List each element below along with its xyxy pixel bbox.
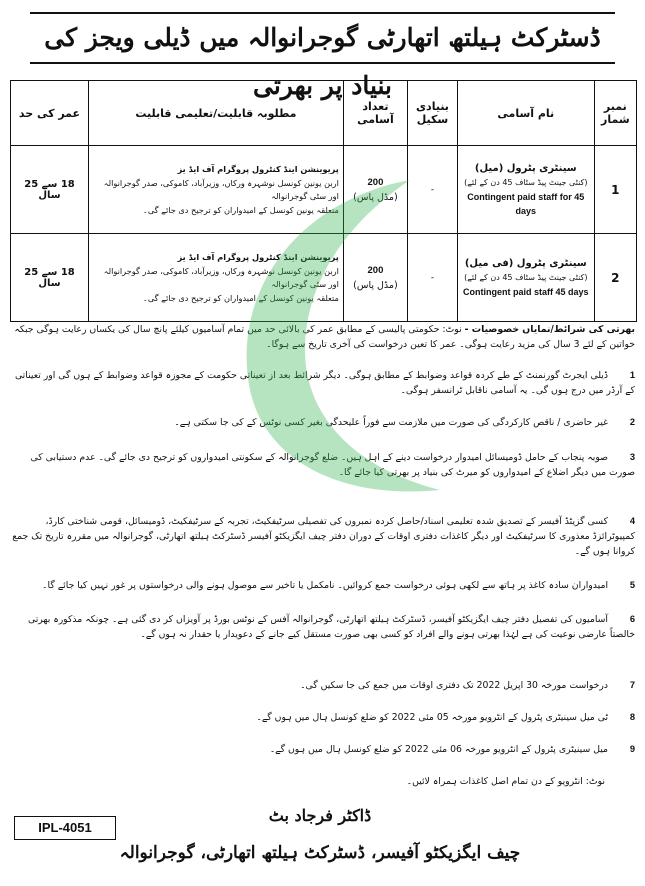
post-name-english: Contingent paid staff for 45 days: [467, 191, 585, 216]
post-name-english: Contingent paid staff 45 days: [463, 286, 589, 297]
final-note: [10, 774, 635, 789]
row-sr: 2: [594, 234, 636, 322]
table-header-row: [11, 81, 637, 146]
condition-item-2: [10, 415, 635, 430]
condition-item-1: [10, 368, 635, 398]
condition-item-3: [10, 450, 635, 480]
row-name: [457, 146, 594, 234]
conditions-heading: بھرتی کی شرائط/نمایاں خصوصیات -: [464, 324, 635, 335]
signatory-designation: چیف ایگزیکٹو آفیسر، ڈسٹرکٹ ہیلتھ اتھارٹی، گوجرانوالہ: [119, 843, 521, 863]
qualification-line-3: متعلقہ یونین کونسل کے امیدواران کو ترجیح دی جائے گی۔: [143, 292, 339, 303]
condition-text: کسی گزیٹڈ آفیسر کے تصدیق شدہ تعلیمی اسناد/حاصل کردہ نمبروں کی تفصیلی سرٹیفکیٹ، تجربہ کے سرٹیفکیٹ، ڈومیسائل، قومی شناختی کارڈ، کمپیوٹرائزڈ معذوری کا سرٹیفکیٹ اور دیگر کاغذات دفتری اوقات کے دوران دفتر چیف ایگزیکٹو آفیسر ڈسٹرکٹ ہیلتھ اتھارٹی، گوجرانوالہ میں مقررہ تاریخ تک جمع کروانا ہوں گے۔: [12, 516, 635, 557]
qualification-line-1: پریوینشن اینڈ کنٹرول پروگرام آف ایڈ یز: [177, 251, 339, 262]
header-sr: نمبر شمار: [594, 81, 636, 146]
conditions-intro: [10, 322, 635, 352]
condition-text: غیر حاضری / ناقص کارکردگی کی صورت میں ملازمت سے فوراً علیحدگی بغیر کسی نوٹس کے کی جا سکتی ہے۔: [174, 417, 609, 428]
condition-item-6: [10, 612, 635, 642]
header-qualification: مطلوبہ قابلیت/تعلیمی قابلیت: [88, 81, 343, 146]
condition-text: ڈیلی ایجرٹ گورنمنٹ کے طے کردہ قواعد وضوابط کے مطابق ہوگی۔ دیگر شرائط بعد از تعیناتی حکومت کے مجوزہ قواعد وضوابط کے ہوں گی اور تعیناتی کے آرڈر میں درج ہوں گی۔ یہ آسامی ناقابل ٹرانسفر ہوگی۔: [14, 370, 635, 396]
table-row: [11, 234, 637, 322]
condition-number: 3: [629, 452, 635, 462]
condition-number: 6: [629, 614, 635, 624]
condition-text: میل سینیٹری پٹرول کے انٹرویو مورخہ 06 مئی 2022 کو ضلع کونسل ہال میں ہوں گے۔: [269, 744, 609, 755]
qualification-line-1: پریوینشن اینڈ کنٹرول پروگرام آف ایڈ یز: [177, 163, 339, 174]
row-age: 18 سے 25 سال: [11, 234, 89, 322]
post-count-note: (مڈل پاس): [353, 191, 398, 203]
condition-number: 4: [629, 516, 635, 526]
ipl-reference: IPL-4051: [14, 816, 116, 840]
page-title: ڈسٹرکٹ ہیلتھ اتھارٹی گوجرانوالہ میں ڈیلی ویجز کی بنیاد پر بھرتی: [30, 12, 615, 64]
conditions-intro-text: نوٹ: حکومتی پالیسی کے مطابق عمر کی بالائی حد میں تمام آسامیوں کیلئے پانچ سال کی یکساں رعایت ہوگی جبکہ خواتین کے لئے 3 سال کی مزید رعایت ہوگی۔ عمر کا تعین درخواست کی آخری تاریخ سے ہوگا۔: [14, 324, 635, 350]
row-name: [457, 234, 594, 322]
condition-item-9: [10, 742, 635, 757]
post-count-note: (مڈل پاس): [353, 279, 398, 291]
row-sr: 1: [594, 146, 636, 234]
header-age: عمر کی حد: [11, 81, 89, 146]
row-scale: -: [408, 146, 458, 234]
condition-text: درخواست مورخہ 30 اپریل 2022 تک دفتری اوقات میں جمع کی جا سکیں گی۔: [300, 680, 609, 691]
row-count: [343, 146, 407, 234]
condition-item-8: [10, 710, 635, 725]
table-row: [11, 146, 637, 234]
header-name: نام آسامی: [457, 81, 594, 146]
post-count: 200: [367, 176, 384, 188]
final-note-text: نوٹ: انٹرویو کے دن تمام اصل کاغذات ہمراہ لائیں۔: [406, 776, 605, 787]
condition-text: آسامیوں کی تفصیل دفتر چیف ایگزیکٹو آفیسر، ڈسٹرکٹ ہیلتھ اتھارٹی، گوجرانوالہ آفس کے نوٹس بورڈ پر آویزاں کر دی گئی ہے۔ چونکہ مذکورہ بھرتی خالصتاً عارضی نوعیت کی ہے لہٰذا بھرتی ہونے والے افراد کو کسی بھی صورت مستقل کیے جانے کے دعویدار یا حقدار نہ ہوں گے۔: [27, 614, 635, 640]
qualification-line-2: اربن یونین کونسل نوشہرہ ورکاں، وزیرآباد، کاموکی، صدر گوجرانوالہ اور سٹی گوجرانوالہ: [103, 177, 339, 201]
condition-item-7: [10, 678, 635, 693]
post-name-urdu: سینٹری پٹرول (فی میل): [464, 257, 587, 269]
row-count: [343, 234, 407, 322]
condition-number: 1: [629, 370, 635, 380]
post-name-sub: (کنٹی جینٹ پیڈ سٹاف 45 دن کے لئے): [464, 177, 588, 187]
header-count: تعداد آسامی: [343, 81, 407, 146]
row-qualification: [88, 234, 343, 322]
condition-item-5: [10, 578, 635, 593]
condition-text: ٹی میل سینیٹری پٹرول کے انٹرویو مورخہ 05 مئی 2022 کو ضلع کونسل ہال میں ہوں گے۔: [256, 712, 609, 723]
row-scale: -: [408, 234, 458, 322]
header-scale: بنیادی سکیل: [408, 81, 458, 146]
post-name-sub: (کنٹی جینٹ پیڈ سٹاف 45 دن کے لئے): [464, 272, 588, 282]
condition-number: 8: [629, 712, 635, 722]
condition-number: 5: [629, 580, 635, 590]
post-count: 200: [367, 264, 384, 276]
signatory-name: ڈاکٹر فرجاد بٹ: [268, 806, 372, 825]
condition-item-4: [10, 514, 635, 559]
row-qualification: [88, 146, 343, 234]
qualification-line-3: متعلقہ یونین کونسل کے امیدواران کو ترجیح دی جائے گی۔: [143, 204, 339, 215]
condition-number: 2: [629, 417, 635, 427]
condition-number: 7: [629, 680, 635, 690]
condition-text: صوبہ پنجاب کے حامل ڈومیسائل امیدوار درخواست دینے کے اہل ہیں۔ ضلع گوجرانوالہ کے سکونتی امیدواروں کو ترجیح دی جائے گی۔ عدم دستیابی کی صورت میں دیگر اضلاع کے امیدواروں کو میرٹ کی بنیاد پر بھرتی کیا جائے گا۔: [30, 452, 635, 478]
posts-table: [10, 80, 637, 322]
condition-number: 9: [629, 744, 635, 754]
qualification-line-2: اربن یونین کونسل نوشہرہ ورکاں، وزیرآباد، کاموکی، صدر گوجرانوالہ اور سٹی گوجرانوالہ: [103, 265, 339, 289]
row-age: 18 سے 25 سال: [11, 146, 89, 234]
post-name-urdu: سینٹری پٹرول (میل): [474, 162, 577, 174]
condition-text: امیدواران سادہ کاغذ پر ہاتھ سے لکھی ہوئی درخواست جمع کروائیں۔ نامکمل یا تاخیر سے موصول ہونے والی درخواستوں پر غور نہیں کیا جائے گا۔: [42, 580, 609, 591]
